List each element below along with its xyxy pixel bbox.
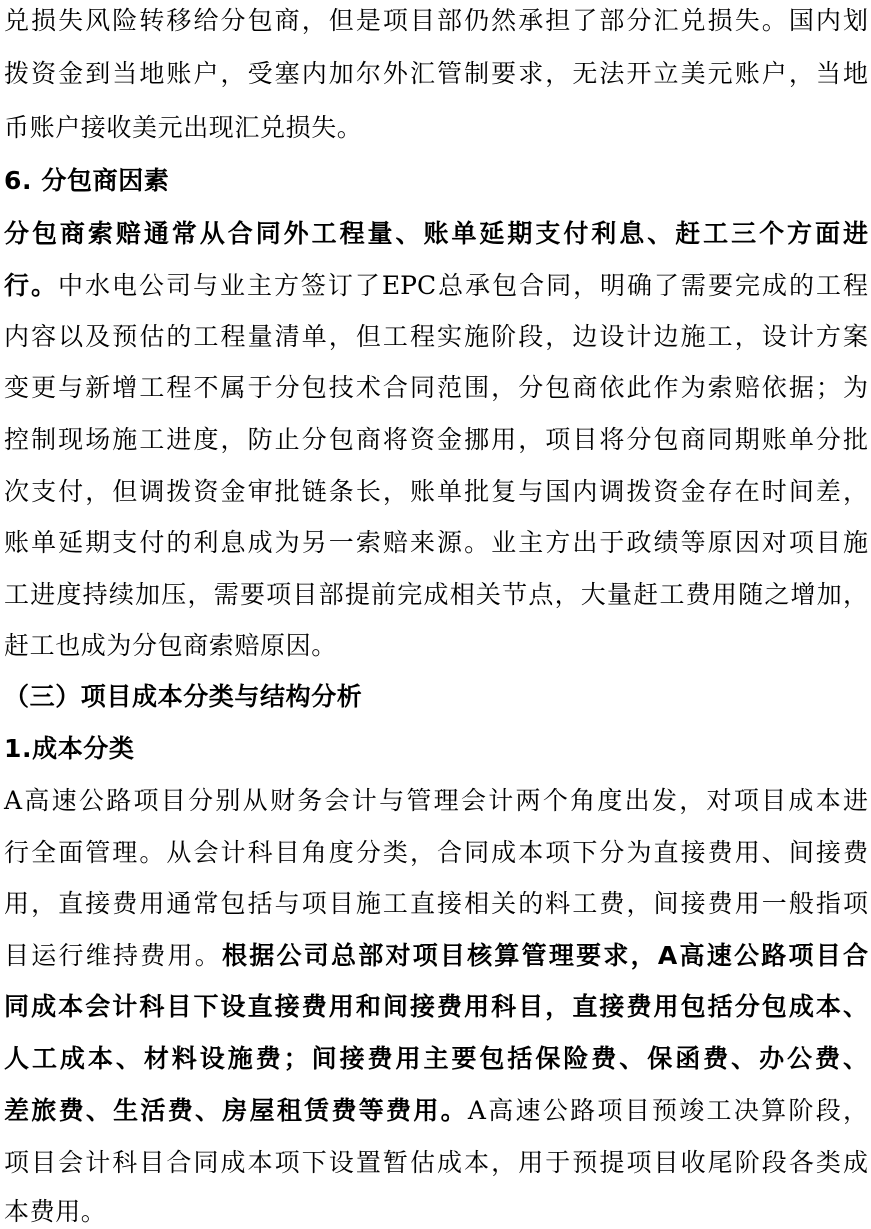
section-heading-cost-classification [4, 734, 135, 764]
text-line [4, 6, 868, 36]
text-line [4, 373, 868, 403]
text-line [4, 477, 868, 507]
text-segment: 次支付，但调拨资金审批链条长，账单批复与国内调拨资金存在时间差， [4, 477, 868, 506]
text-line [4, 425, 868, 455]
section-heading-subcontractor-factors [4, 166, 169, 196]
text-segment: 项目会计科目合同成本项下设置暂估成本，用于预提项目收尾阶段各类成 [4, 1148, 868, 1177]
text-line [4, 59, 868, 89]
heading-text: 6. 分包商因素 [4, 166, 170, 195]
text-line [4, 1096, 868, 1126]
text-line [4, 631, 337, 661]
bold-text-segment: 差旅费、生活费、房屋租赁费等费用。 [4, 1096, 468, 1125]
text-line [4, 113, 362, 143]
text-line [4, 1044, 868, 1074]
text-segment: 行全面管理。从会计科目角度分类，合同成本项下分为直接费用、间接费 [4, 838, 868, 867]
text-line [4, 1148, 868, 1178]
text-line [4, 889, 868, 919]
text-line [4, 786, 868, 816]
text-segment: 兑损失风险转移给分包商，但是项目部仍然承担了部分汇兑损失。国内划 [4, 6, 868, 35]
text-line [4, 219, 868, 249]
text-segment: 本费用。 [4, 1197, 107, 1226]
text-segment: 赶工也成为分包商索赔原因。 [4, 631, 337, 660]
text-line [4, 580, 868, 610]
bold-text-segment: 根据公司总部对项目核算管理要求，A高速公路项目合 [221, 941, 868, 970]
text-line [4, 838, 868, 868]
text-line [4, 528, 868, 558]
heading-text: 1.成本分类 [4, 734, 135, 763]
text-segment: 控制现场施工进度，防止分包商将资金挪用，项目将分包商同期账单分批 [4, 425, 868, 454]
text-line [4, 1197, 106, 1227]
text-segment: A高速公路项目预竣工决算阶段， [467, 1096, 868, 1125]
text-segment: 目运行维持费用。 [4, 941, 222, 970]
bold-text-segment: 同成本会计科目下设直接费用和间接费用科目，直接费用包括分包成本、 [4, 992, 868, 1021]
text-line [4, 322, 868, 352]
text-segment: 拨资金到当地账户，受塞内加尔外汇管制要求，无法开立美元账户，当地 [4, 59, 868, 88]
bold-text-segment: 人工成本、材料设施费；间接费用主要包括保险费、保函费、办公费、 [4, 1044, 868, 1073]
bold-text-segment: 分包商索赔通常从合同外工程量、账单延期支付利息、赶工三个方面进 [4, 219, 868, 248]
text-segment: 中水电公司与业主方签订了EPC总承包合同，明确了需要完成的工程 [58, 271, 868, 300]
text-segment: 内容以及预估的工程量清单，但工程实施阶段，边设计边施工，设计方案 [4, 322, 868, 351]
text-segment: 工进度持续加压，需要项目部提前完成相关节点，大量赶工费用随之增加， [4, 580, 868, 609]
text-segment: 变更与新增工程不属于分包技术合同范围，分包商依此作为索赔依据；为 [4, 373, 868, 402]
text-line [4, 992, 868, 1022]
heading-text: （三）项目成本分类与结构分析 [4, 682, 363, 711]
text-segment: 用，直接费用通常包括与项目施工直接相关的料工费，间接费用一般指项 [4, 889, 868, 918]
section-heading-cost-classification-structure [4, 682, 362, 712]
bold-text-segment: 行。 [4, 271, 58, 300]
text-segment: 币账户接收美元出现汇兑损失。 [4, 113, 363, 142]
text-line [4, 271, 868, 301]
text-segment: 账单延期支付的利息成为另一索赔来源。业主方出于政绩等原因对项目施 [4, 528, 868, 557]
text-line [4, 941, 868, 971]
text-segment: A高速公路项目分别从财务会计与管理会计两个角度出发，对项目成本进 [4, 786, 868, 815]
